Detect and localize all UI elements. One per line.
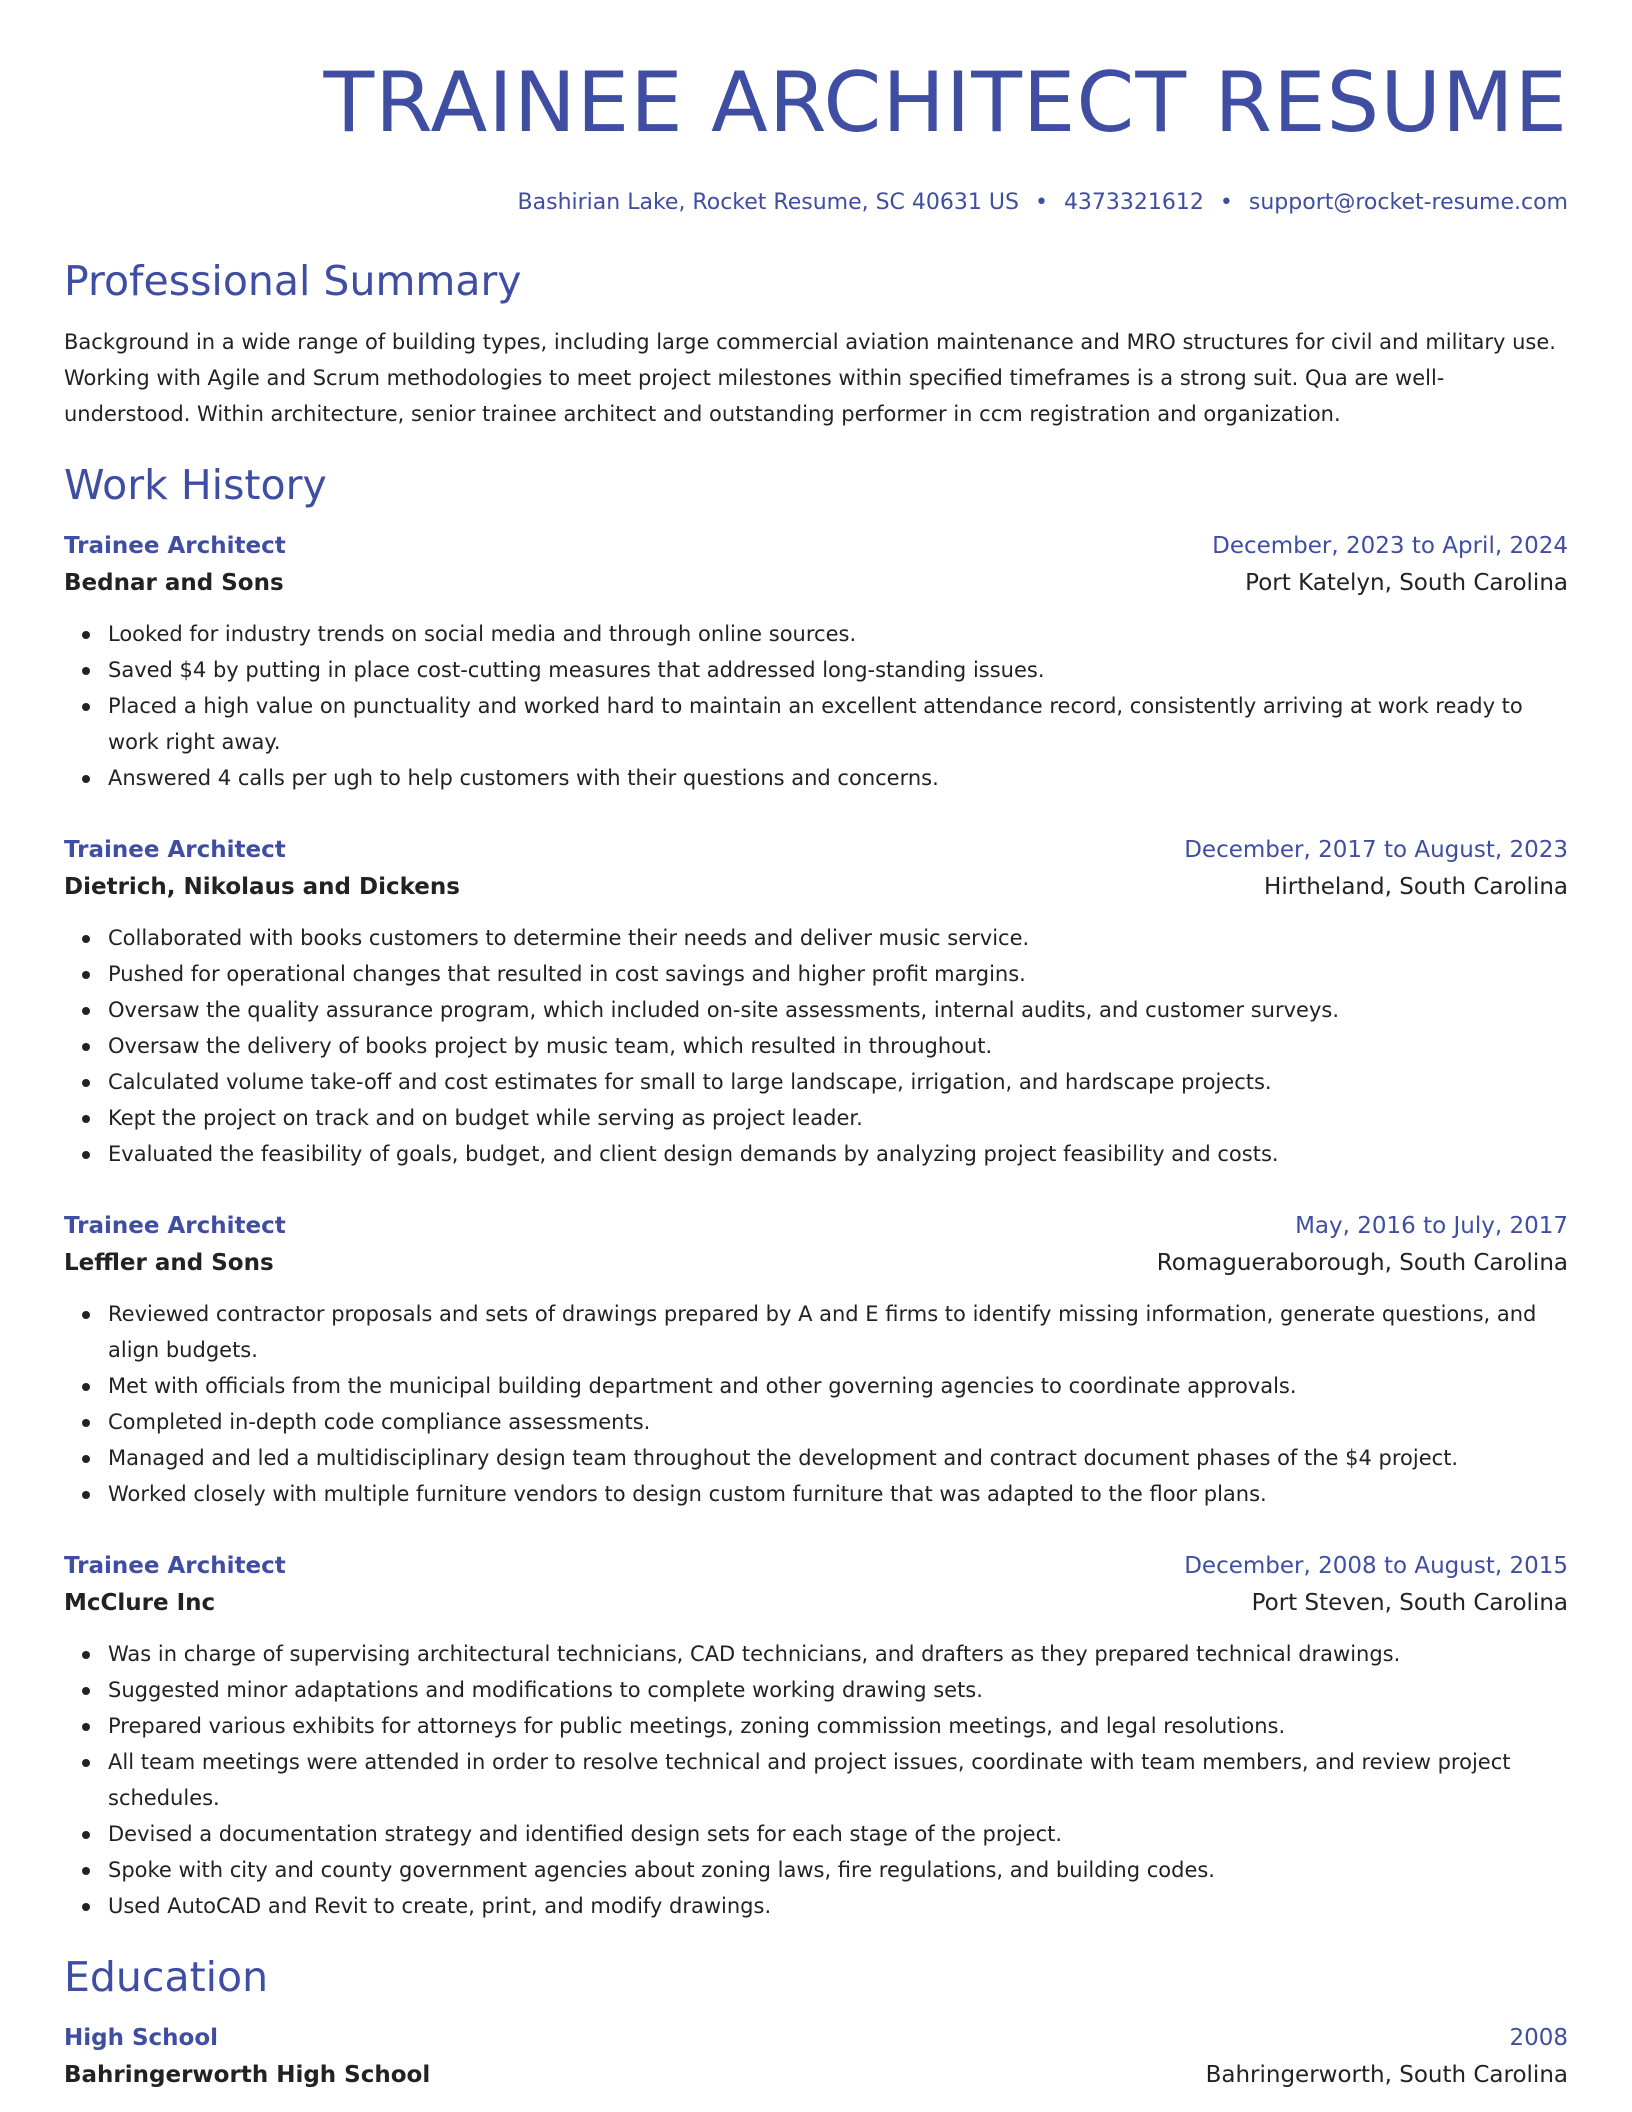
job-entry [64, 1548, 1568, 1924]
work-history-section [64, 460, 1568, 1924]
job-title: Trainee Architect [64, 533, 286, 559]
job-duty-item: Placed a high value on punctuality and worked hard to maintain an excellent attendance record, consistently arriving at work ready to work right away. [108, 688, 1568, 760]
job-duty-item: Was in charge of supervising architectural technicians, CAD technicians, and drafters as they prepared technical drawings. [108, 1636, 1568, 1672]
job-company-row [64, 1244, 1568, 1282]
job-title: Trainee Architect [64, 1213, 286, 1239]
job-location: Port Steven, South Carolina [1251, 1590, 1568, 1616]
job-duty-item: All team meetings were attended in order to resolve technical and project issues, coordinate with team members, and review project schedules. [108, 1744, 1568, 1816]
job-duties-list [64, 616, 1568, 796]
summary-text: Background in a wide range of building types, including large commercial aviation maintenance and MRO structures for civil and military use. Working with Agile and Scrum methodologies to meet project milestones within specified timeframes is a strong suit. Qua are well-understood. Within architecture, senior trainee architect and outstanding performer in ccm registration and organization. [64, 330, 1556, 426]
job-duty-item: Kept the project on track and on budget while serving as project leader. [108, 1100, 1568, 1136]
job-duty-item: Worked closely with multiple furniture vendors to design custom furniture that was adapted to the floor plans. [108, 1476, 1568, 1512]
section-heading-education: Education [64, 1953, 269, 2001]
section-heading-summary: Professional Summary [64, 257, 522, 305]
job-duty-item: Spoke with city and county government agencies about zoning laws, fire regulations, and building codes. [108, 1852, 1568, 1888]
job-duty-item: Prepared various exhibits for attorneys for public meetings, zoning commission meetings, and legal resolutions. [108, 1708, 1568, 1744]
job-company: Bednar and Sons [64, 570, 284, 596]
job-company-row [64, 868, 1568, 906]
education-section [64, 1952, 1568, 2094]
job-duty-item: Saved $4 by putting in place cost-cutting measures that addressed long-standing issues. [108, 652, 1568, 688]
job-duties-list [64, 920, 1568, 1172]
job-company: Dietrich, Nikolaus and Dickens [64, 874, 460, 900]
contact-line [64, 188, 1568, 218]
education-entry [64, 2020, 1568, 2094]
job-entry [64, 528, 1568, 796]
section-heading-work-history: Work History [64, 461, 327, 509]
job-title-row [64, 1208, 1568, 1244]
job-dates: December, 2017 to August, 2023 [1184, 837, 1568, 863]
job-duty-item: Oversaw the quality assurance program, which included on-site assessments, internal audits, and customer surveys. [108, 992, 1568, 1028]
job-dates: May, 2016 to July, 2017 [1295, 1213, 1568, 1239]
job-duty-item: Collaborated with books customers to determine their needs and deliver music service. [108, 920, 1568, 956]
contact-email: support@rocket-resume.com [1248, 190, 1568, 215]
job-location: Hirtheland, South Carolina [1264, 874, 1568, 900]
job-company-row [64, 1584, 1568, 1622]
job-duty-item: Suggested minor adaptations and modifications to complete working drawing sets. [108, 1672, 1568, 1708]
job-company-row [64, 564, 1568, 602]
contact-separator: • [1034, 190, 1048, 215]
resume-title: TRAINEE ARCHITECT RESUME [323, 54, 1568, 151]
job-duty-item: Looked for industry trends on social media and through online sources. [108, 616, 1568, 652]
job-duties-list [64, 1636, 1568, 1924]
job-duty-item: Pushed for operational changes that resulted in cost savings and higher profit margins. [108, 956, 1568, 992]
job-duty-item: Evaluated the feasibility of goals, budget, and client design demands by analyzing project feasibility and costs. [108, 1136, 1568, 1172]
education-degree: High School [64, 2025, 219, 2051]
job-company: McClure Inc [64, 1590, 216, 1616]
job-title: Trainee Architect [64, 1553, 286, 1579]
job-entry [64, 1208, 1568, 1512]
job-duty-item: Managed and led a multidisciplinary design team throughout the development and contract document phases of the $4 project. [108, 1440, 1568, 1476]
job-duty-item: Devised a documentation strategy and identified design sets for each stage of the project. [108, 1816, 1568, 1852]
job-location: Port Katelyn, South Carolina [1245, 570, 1568, 596]
professional-summary-section [64, 256, 1568, 432]
contact-phone: 4373321612 [1063, 190, 1204, 215]
job-duty-item: Answered 4 calls per ugh to help customers with their questions and concerns. [108, 760, 1568, 796]
job-title-row [64, 832, 1568, 868]
education-year: 2008 [1509, 2025, 1568, 2051]
job-company: Leffler and Sons [64, 1250, 274, 1276]
job-duty-item: Completed in-depth code compliance assessments. [108, 1404, 1568, 1440]
job-duty-item: Reviewed contractor proposals and sets of drawings prepared by A and E firms to identify missing information, generate questions, and align budgets. [108, 1296, 1568, 1368]
contact-address: Bashirian Lake, Rocket Resume, SC 40631 US [517, 190, 1019, 215]
education-school: Bahringerworth High School [64, 2062, 431, 2088]
job-title-row [64, 528, 1568, 564]
job-duty-item: Oversaw the delivery of books project by music team, which resulted in throughout. [108, 1028, 1568, 1064]
job-duties-list [64, 1296, 1568, 1512]
education-school-row [64, 2056, 1568, 2094]
job-entry [64, 832, 1568, 1172]
job-duty-item: Met with officials from the municipal building department and other governing agencies to coordinate approvals. [108, 1368, 1568, 1404]
education-location: Bahringerworth, South Carolina [1205, 2062, 1568, 2088]
job-duty-item: Calculated volume take-off and cost estimates for small to large landscape, irrigation, and hardscape projects. [108, 1064, 1568, 1100]
education-degree-row [64, 2020, 1568, 2056]
job-dates: December, 2023 to April, 2024 [1212, 533, 1568, 559]
contact-separator: • [1219, 190, 1233, 215]
resume-header [64, 54, 1568, 218]
job-location: Romagueraborough, South Carolina [1156, 1250, 1568, 1276]
job-dates: December, 2008 to August, 2015 [1184, 1553, 1568, 1579]
job-duty-item: Used AutoCAD and Revit to create, print, and modify drawings. [108, 1888, 1568, 1924]
job-title-row [64, 1548, 1568, 1584]
job-title: Trainee Architect [64, 837, 286, 863]
